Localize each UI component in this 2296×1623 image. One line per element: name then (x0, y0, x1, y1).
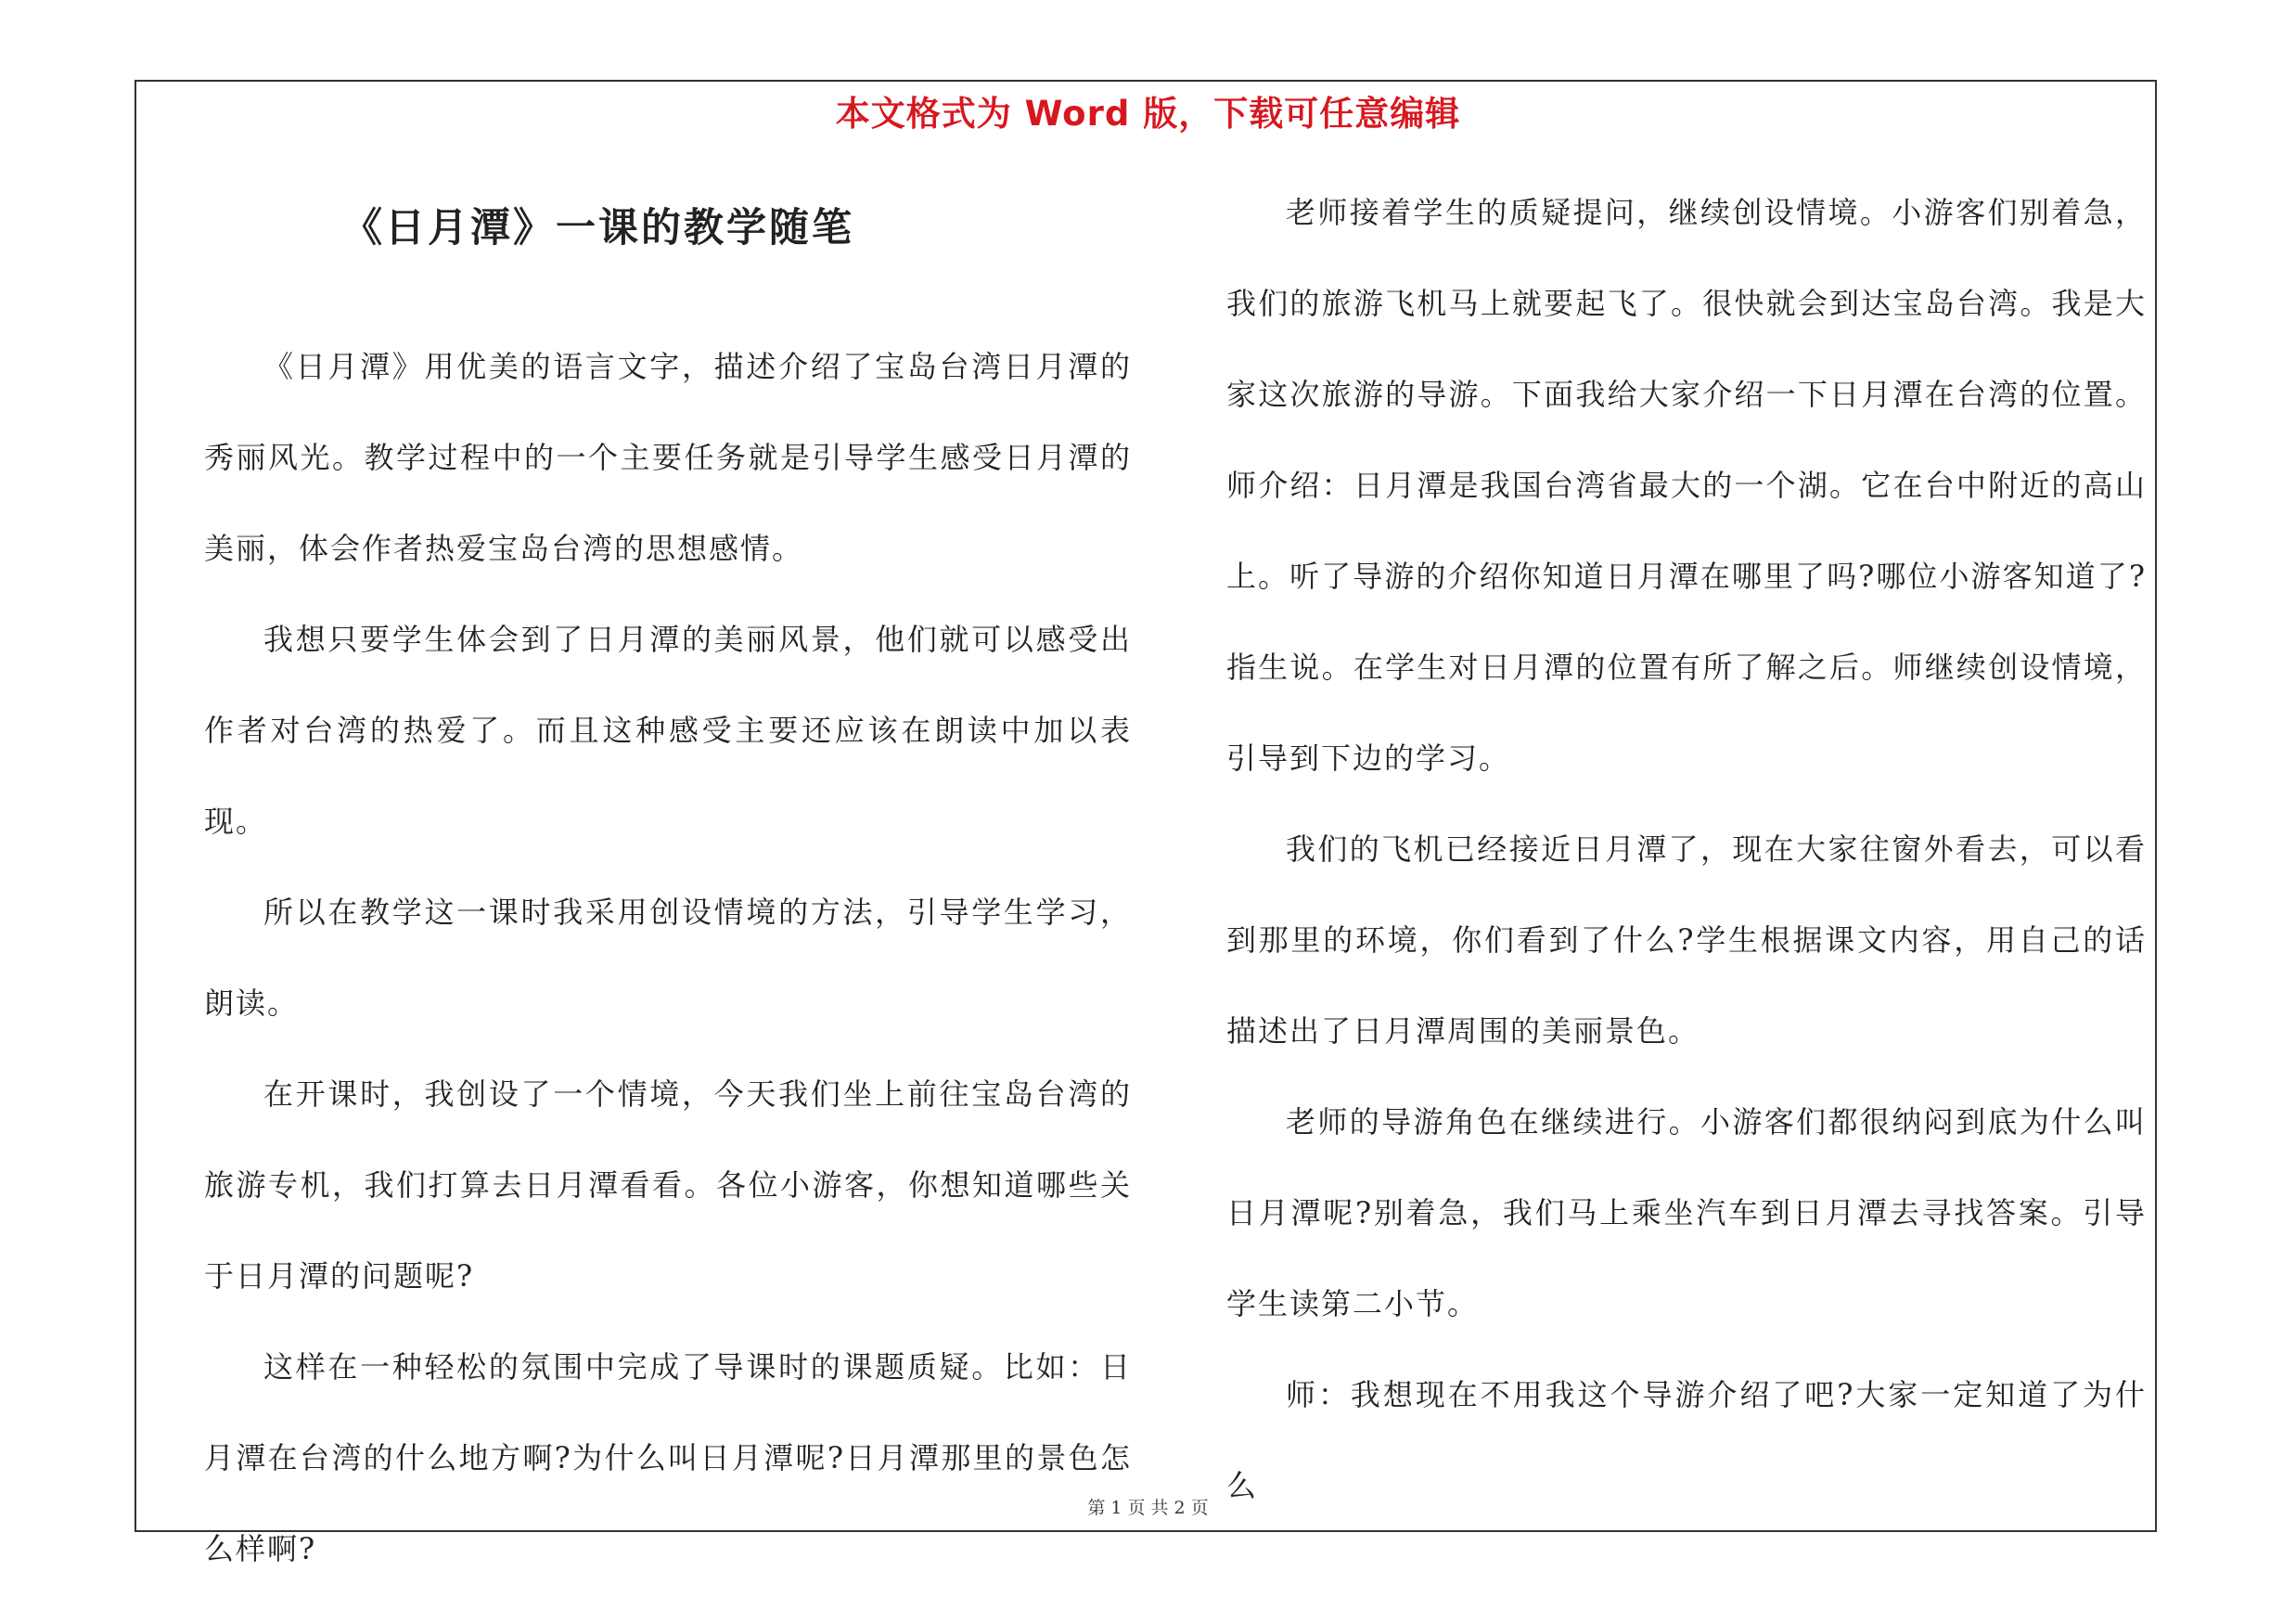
right-column (1226, 167, 2147, 1531)
page-number-footer: 第 1 页 共 2 页 (1087, 1498, 1209, 1518)
paragraph: 所以在教学这一课时我采用创设情境的方法，引导学生学习，朗读。 (204, 895, 1132, 1021)
left-column (204, 167, 1132, 1594)
paragraph: 《日月潭》用优美的语言文字，描述介绍了宝岛台湾日月潭的秀丽风光。教学过程中的一个主要任务就是引导学生感受日月潭的美丽，体会作者热爱宝岛台湾的思想感情。 (204, 349, 1132, 566)
download-banner: 本文格式为 Word 版，下载可任意编辑 (835, 94, 1461, 134)
paragraph: 我想只要学生体会到了日月潭的美丽风景，他们就可以感受出作者对台湾的热爱了。而且这种感受主要还应该在朗读中加以表现。 (204, 622, 1132, 839)
paragraph: 在开课时，我创设了一个情境，今天我们坐上前往宝岛台湾的旅游专机，我们打算去日月潭看看。各位小游客，你想知道哪些关于日月潭的问题呢? (204, 1076, 1132, 1294)
paragraph: 这样在一种轻松的氛围中完成了导课时的课题质疑。比如：日月潭在台湾的什么地方啊?为什么叫日月潭呢?日月潭那里的景色怎么样啊? (204, 1349, 1132, 1566)
paragraph: 老师接着学生的质疑提问，继续创设情境。小游客们别着急，我们的旅游飞机马上就要起飞了。很快就会到达宝岛台湾。我是大家这次旅游的导游。下面我给大家介绍一下日月潭在台湾的位置。师介绍：日月潭是我国台湾省最大的一个湖。它在台中附近的高山上。听了导游的介绍你知道日月潭在哪里了吗?哪位小游客知道了?指生说。在学生对日月潭的位置有所了解之后。师继续创设情境，引导到下边的学习。 (1226, 195, 2147, 776)
document-title: 《日月潭》一课的教学随笔 (342, 205, 854, 251)
paragraph: 师：我想现在不用我这个导游介绍了吧?大家一定知道了为什么 (1226, 1377, 2147, 1503)
paragraph: 老师的导游角色在继续进行。小游客们都很纳闷到底为什么叫日月潭呢?别着急，我们马上乘坐汽车到日月潭去寻找答案。引导学生读第二小节。 (1226, 1104, 2147, 1321)
paragraph: 我们的飞机已经接近日月潭了，现在大家往窗外看去，可以看到那里的环境，你们看到了什么?学生根据课文内容，用自己的话描述出了日月潭周围的美丽景色。 (1226, 831, 2147, 1049)
